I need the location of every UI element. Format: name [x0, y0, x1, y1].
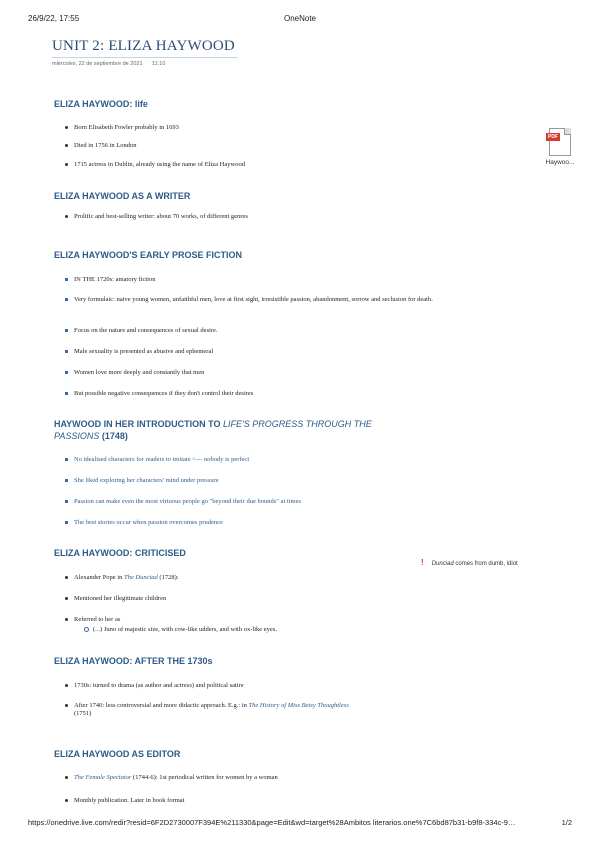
- list-item: IN THE 1720s: amatory fiction: [74, 276, 444, 284]
- heading-early-prose: ELIZA HAYWOOD'S EARLY PROSE FICTION: [54, 250, 242, 260]
- page-date-text: miércoles, 22 de septiembre de 2021: [52, 61, 143, 67]
- list-item: Passion can make even the most virtuous people go "beyond their due bounds" at times: [74, 498, 444, 506]
- heading-life: ELIZA HAYWOOD: life: [54, 99, 148, 109]
- list-item: Male sexuality is presented as abusive and ephemeral: [74, 348, 444, 356]
- list-item: She liked exploring her characters' mind under pressure: [74, 477, 444, 485]
- print-url: https://onedrive.live.com/redir?resid=6F2D2730007F394E%211330&page=Edit&wd=target%28Ambitos literarios.one%7C6bd87b31-b9f8-334c-9…: [28, 818, 516, 827]
- page-date: [52, 61, 173, 67]
- pope-title: The Dunciad: [124, 574, 158, 581]
- list-item: Prolific and best-selling writer: about 70 works, of different genres: [74, 213, 444, 221]
- heading-introduction-title: LIFE'S PROGRESS THROUGH THE PASSIONS: [54, 419, 372, 441]
- female-spectator-text: (1744-6): 1st periodical written for women by a woman: [131, 774, 278, 781]
- pope-post: (1728):: [157, 574, 179, 581]
- list-item-pope: [74, 574, 444, 582]
- list-item: The best stories occur when passion overcomes prudence: [74, 519, 444, 527]
- side-note-text: comes from dumb, idiot: [453, 561, 518, 567]
- print-page-number: 1/2: [561, 818, 572, 827]
- heading-editor: ELIZA HAYWOOD AS EDITOR: [54, 749, 181, 759]
- list-item: Died in 1756 in London: [74, 142, 444, 150]
- list-item: Focus on the nature and consequences of sexual desire.: [74, 327, 444, 335]
- list-item: Very formulaic: naive young women, unfaithful men, love at first sight, irresistible passion, abandonment, sorrow and seclusion for death.: [74, 296, 444, 304]
- print-footer: [28, 818, 572, 830]
- list-item-female-spectator: [74, 774, 444, 782]
- side-note-italic: Dunciad: [431, 561, 454, 567]
- list-item: Monthly publication. Later in book format: [74, 797, 444, 805]
- list-item: Referred to her as: [74, 616, 444, 624]
- pdf-tag: PDF: [548, 134, 558, 140]
- heading-criticised: ELIZA HAYWOOD: CRITICISED: [54, 548, 186, 558]
- heading-introduction-year: (1748): [99, 431, 128, 441]
- page-time-text: 11:10: [152, 61, 166, 67]
- heading-writer: ELIZA HAYWOOD AS A WRITER: [54, 191, 191, 201]
- list-item-after-1740: [74, 702, 444, 718]
- list-item: 1715 actress in Dublin, already using the name of Eliza Haywood: [74, 161, 444, 169]
- important-flag-icon: !: [421, 558, 424, 567]
- list-item: Born Elisabeth Fowler probably in 1693: [74, 124, 444, 132]
- list-item: No idealised characters for readers to imitate <--- nobody is perfect: [74, 456, 444, 464]
- list-item: Mentioned her illegitimate children: [74, 595, 444, 603]
- after-1740-pre: After 1740: less controversial and more didactic approach. E.g.: in: [74, 702, 249, 709]
- attachment-name: Haywoo...: [545, 159, 575, 166]
- list-item: Women love more deeply and constantly that men: [74, 369, 444, 377]
- after-1740-title: The History of Miss Betsy Thoughtless: [248, 702, 349, 709]
- print-header: [28, 14, 572, 28]
- heading-introduction: [54, 418, 414, 442]
- side-note: [421, 558, 581, 567]
- sub-list-item-quote: (...) Juno of majestic size, with cow-like udders, and with ox-like eyes.: [93, 626, 423, 634]
- after-1740-year: (1751): [74, 710, 92, 717]
- heading-introduction-pre: HAYWOOD IN HER INTRODUCTION TO: [54, 419, 224, 429]
- pope-pre: Alexander Pope in: [74, 574, 125, 581]
- print-app-name: OneNote: [283, 14, 317, 23]
- heading-after-1730s: ELIZA HAYWOOD: AFTER THE 1730s: [54, 656, 213, 666]
- pdf-file-icon: [549, 128, 571, 156]
- list-item: 1730s: turned to drama (as author and actress) and political satire: [74, 682, 444, 690]
- female-spectator-title: The Female Spectator: [74, 774, 132, 781]
- print-timestamp: 26/9/22, 17:55: [28, 14, 80, 23]
- page-title: UNIT 2: ELIZA HAYWOOD: [52, 38, 238, 58]
- list-item: But possible negative consequences if they don't control their desires: [74, 390, 444, 398]
- pdf-attachment[interactable]: [540, 128, 580, 166]
